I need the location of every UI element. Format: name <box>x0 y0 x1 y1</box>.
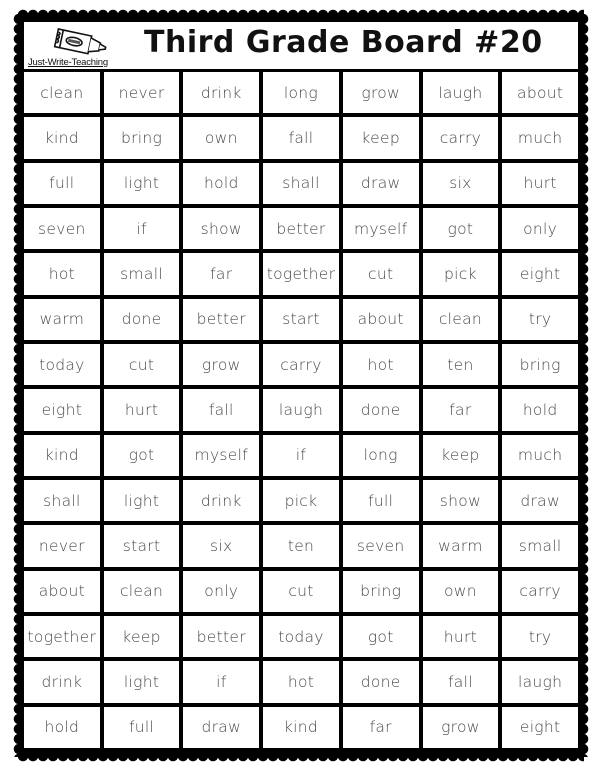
word-cell[interactable]: seven <box>24 208 100 249</box>
word-cell[interactable]: carry <box>502 571 578 612</box>
word-cell[interactable]: keep <box>104 616 180 657</box>
word-cell[interactable]: draw <box>183 707 259 748</box>
word-cell[interactable]: six <box>183 525 259 566</box>
word-cell[interactable]: long <box>263 72 339 113</box>
word-cell[interactable]: small <box>104 253 180 294</box>
word-cell[interactable]: bring <box>343 571 419 612</box>
word-cell[interactable]: hot <box>343 344 419 385</box>
word-cell[interactable]: bring <box>104 117 180 158</box>
word-cell[interactable]: warm <box>24 299 100 340</box>
word-cell[interactable]: far <box>423 389 499 430</box>
word-cell[interactable]: try <box>502 616 578 657</box>
word-cell[interactable]: grow <box>423 707 499 748</box>
word-cell[interactable]: better <box>183 299 259 340</box>
word-cell[interactable]: shall <box>263 163 339 204</box>
word-cell[interactable]: bring <box>502 344 578 385</box>
word-cell[interactable]: far <box>183 253 259 294</box>
word-cell[interactable]: six <box>423 163 499 204</box>
brand-logo <box>26 24 126 68</box>
word-cell[interactable]: kind <box>263 707 339 748</box>
word-cell[interactable]: much <box>502 117 578 158</box>
word-cell[interactable]: hurt <box>502 163 578 204</box>
word-cell[interactable]: grow <box>343 72 419 113</box>
word-cell[interactable]: keep <box>343 117 419 158</box>
word-cell[interactable]: shall <box>24 480 100 521</box>
word-cell[interactable]: ten <box>423 344 499 385</box>
word-cell[interactable]: kind <box>24 435 100 476</box>
word-cell[interactable]: drink <box>183 72 259 113</box>
word-grid <box>24 72 578 748</box>
word-cell[interactable]: start <box>263 299 339 340</box>
word-cell[interactable]: only <box>502 208 578 249</box>
word-cell[interactable]: cut <box>343 253 419 294</box>
word-cell[interactable]: together <box>24 616 100 657</box>
word-cell[interactable]: laugh <box>502 661 578 702</box>
word-cell[interactable]: hold <box>24 707 100 748</box>
word-cell[interactable]: carry <box>263 344 339 385</box>
word-cell[interactable]: draw <box>343 163 419 204</box>
word-cell[interactable]: drink <box>24 661 100 702</box>
word-cell[interactable]: done <box>104 299 180 340</box>
word-cell[interactable]: clean <box>24 72 100 113</box>
word-cell[interactable]: kind <box>24 117 100 158</box>
word-cell[interactable]: show <box>183 208 259 249</box>
word-cell[interactable]: full <box>104 707 180 748</box>
word-cell[interactable]: eight <box>24 389 100 430</box>
word-cell[interactable]: draw <box>502 480 578 521</box>
word-cell[interactable]: clean <box>423 299 499 340</box>
word-cell[interactable]: hold <box>183 163 259 204</box>
word-cell[interactable]: show <box>423 480 499 521</box>
word-cell[interactable]: only <box>183 571 259 612</box>
word-cell[interactable]: laugh <box>423 72 499 113</box>
word-cell[interactable]: cut <box>263 571 339 612</box>
brand-name: Just-Write-Teaching <box>28 57 108 68</box>
word-cell[interactable]: about <box>502 72 578 113</box>
page-title: Third Grade Board #20 <box>144 25 543 60</box>
word-cell[interactable]: own <box>183 117 259 158</box>
word-cell[interactable]: clean <box>104 571 180 612</box>
word-cell[interactable]: better <box>263 208 339 249</box>
word-cell[interactable]: never <box>104 72 180 113</box>
word-cell[interactable]: much <box>502 435 578 476</box>
word-cell[interactable]: start <box>104 525 180 566</box>
word-cell[interactable]: fall <box>423 661 499 702</box>
word-cell[interactable]: eight <box>502 707 578 748</box>
word-cell[interactable]: myself <box>183 435 259 476</box>
word-cell[interactable]: own <box>423 571 499 612</box>
word-cell[interactable]: laugh <box>263 389 339 430</box>
word-cell[interactable]: keep <box>423 435 499 476</box>
word-cell[interactable]: light <box>104 163 180 204</box>
word-cell[interactable]: full <box>343 480 419 521</box>
word-cell[interactable]: got <box>423 208 499 249</box>
word-cell[interactable]: done <box>343 661 419 702</box>
word-cell[interactable]: hold <box>502 389 578 430</box>
word-cell[interactable]: long <box>343 435 419 476</box>
word-cell[interactable]: carry <box>423 117 499 158</box>
word-cell[interactable]: eight <box>502 253 578 294</box>
word-cell[interactable]: hot <box>263 661 339 702</box>
word-cell[interactable]: got <box>343 616 419 657</box>
word-cell[interactable]: never <box>24 525 100 566</box>
word-cell[interactable]: fall <box>183 389 259 430</box>
word-cell[interactable]: light <box>104 480 180 521</box>
word-cell[interactable]: full <box>24 163 100 204</box>
word-cell[interactable]: far <box>343 707 419 748</box>
board-header <box>24 22 578 69</box>
word-cell[interactable]: small <box>502 525 578 566</box>
word-cell[interactable]: try <box>502 299 578 340</box>
word-cell[interactable]: hurt <box>104 389 180 430</box>
word-cell[interactable]: light <box>104 661 180 702</box>
word-cell[interactable]: if <box>183 661 259 702</box>
word-cell[interactable]: hurt <box>423 616 499 657</box>
word-cell[interactable]: better <box>183 616 259 657</box>
word-cell[interactable]: about <box>343 299 419 340</box>
word-cell[interactable]: hot <box>24 253 100 294</box>
word-cell[interactable]: today <box>24 344 100 385</box>
crayon-icon <box>52 28 110 58</box>
word-cell[interactable]: myself <box>343 208 419 249</box>
word-cell[interactable]: got <box>104 435 180 476</box>
word-cell[interactable]: if <box>104 208 180 249</box>
word-cell[interactable]: cut <box>104 344 180 385</box>
word-cell[interactable]: fall <box>263 117 339 158</box>
word-cell[interactable]: if <box>263 435 339 476</box>
word-board <box>24 22 578 750</box>
word-cell[interactable]: seven <box>343 525 419 566</box>
word-cell[interactable]: pick <box>263 480 339 521</box>
word-cell[interactable]: done <box>343 389 419 430</box>
word-cell[interactable]: today <box>263 616 339 657</box>
word-cell[interactable]: ten <box>263 525 339 566</box>
word-cell[interactable]: drink <box>183 480 259 521</box>
word-cell[interactable]: together <box>263 253 339 294</box>
word-cell[interactable]: about <box>24 571 100 612</box>
word-cell[interactable]: pick <box>423 253 499 294</box>
word-cell[interactable]: grow <box>183 344 259 385</box>
word-cell[interactable]: warm <box>423 525 499 566</box>
